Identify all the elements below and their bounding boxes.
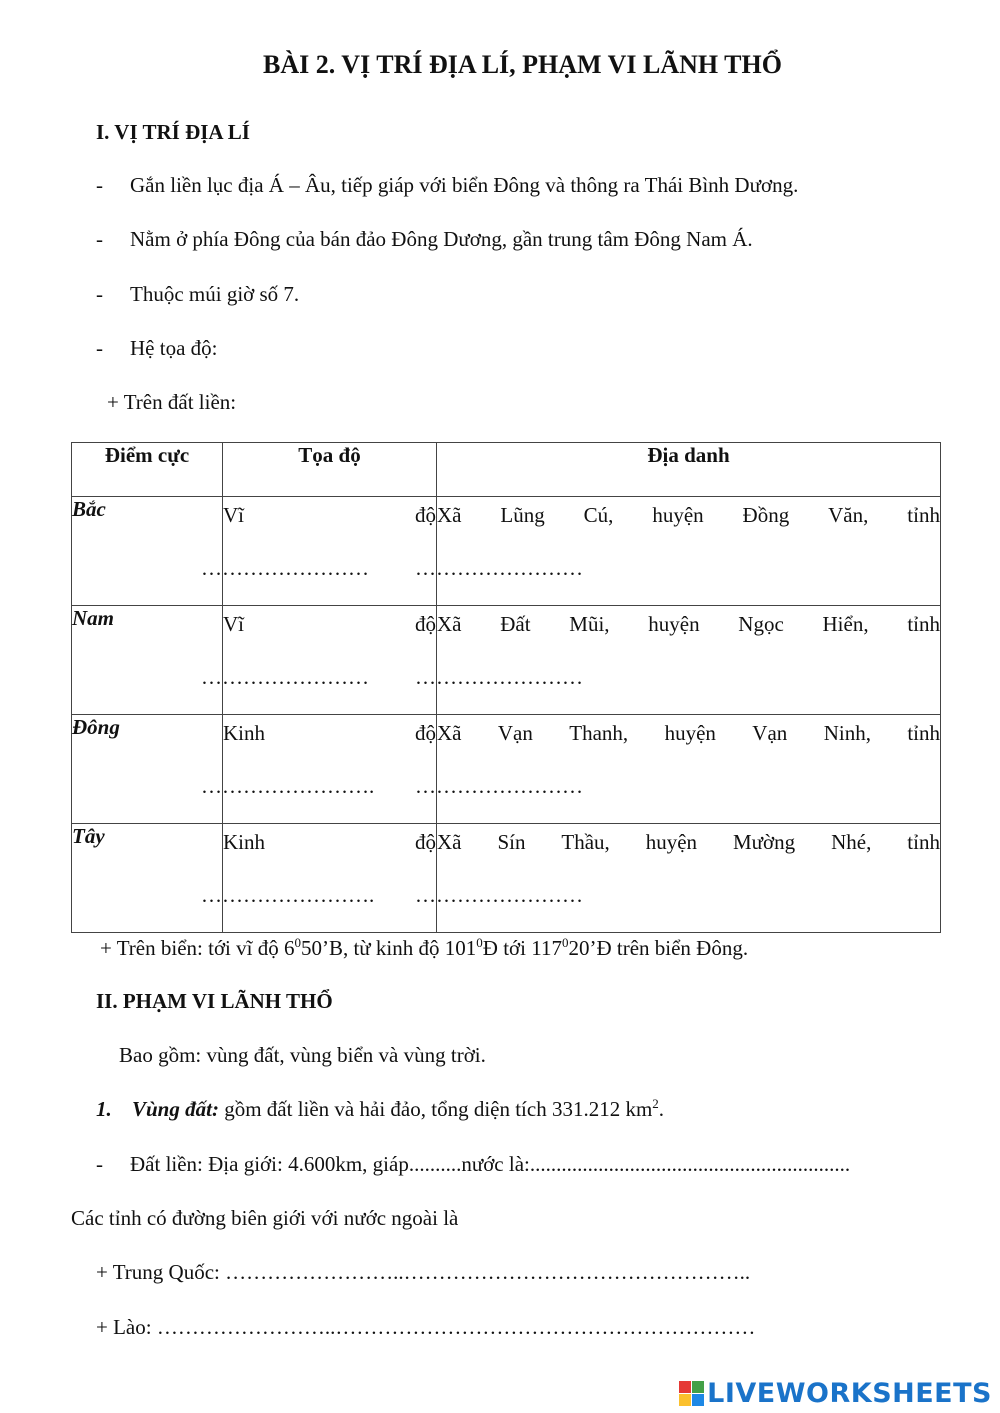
- bullet-4: [96, 338, 217, 359]
- logo-square-yellow: [679, 1394, 691, 1406]
- place-words: [437, 497, 940, 528]
- table-row: [72, 497, 941, 606]
- china-line[interactable]: + Trung Quốc: ……………………..…………………………………………..: [96, 1260, 751, 1284]
- coord-word: độ: [415, 830, 436, 854]
- table-row: [72, 606, 941, 715]
- degree-sup: 0: [561, 935, 569, 950]
- coord-word: Kinh: [223, 830, 265, 854]
- logo-square-blue: [692, 1394, 704, 1406]
- logo-square-red: [679, 1381, 691, 1393]
- place-word: Ngọc: [738, 612, 784, 636]
- dash-marker: -: [96, 336, 103, 360]
- logo-square-green: [692, 1381, 704, 1393]
- sea-text: + Trên biển: tới vĩ độ 6: [100, 936, 295, 960]
- coord-cell[interactable]: [201, 715, 437, 824]
- place-word: tỉnh: [907, 721, 940, 745]
- page-title: BÀI 2. VỊ TRÍ ĐỊA LÍ, PHẠM VI LÃNH THỔ: [263, 50, 782, 79]
- section2-heading: II. PHẠM VI LÃNH THỔ: [96, 989, 333, 1013]
- bullet-text: Thuộc múi giờ số 7.: [130, 282, 300, 306]
- border-text[interactable]: Đất liền: Địa giới: 4.600km, giáp..........nước là:.............................................................: [130, 1152, 851, 1176]
- coord-cell[interactable]: [201, 606, 437, 715]
- place-word: Vạn: [752, 721, 788, 745]
- header-pole: Điểm cực: [72, 443, 223, 497]
- place-word: Vạn: [497, 721, 533, 745]
- provinces-intro: Các tỉnh có đường biên giới với nước ngoài là: [71, 1206, 459, 1230]
- coord-word: Vĩ: [223, 503, 244, 527]
- answer-blank[interactable]: ……………………: [415, 556, 583, 580]
- sea-text: 20’Đ trên biển Đông.: [568, 936, 749, 960]
- table-header-row: [72, 443, 941, 497]
- place-word: Thanh,: [569, 721, 629, 745]
- dash-marker: -: [96, 173, 103, 197]
- place-word: Xã: [437, 721, 462, 745]
- bullet-1: [96, 175, 798, 196]
- degree-sup: 0: [294, 935, 301, 950]
- place-word: Mũi,: [569, 612, 610, 636]
- header-coord: Tọa độ: [223, 443, 437, 497]
- place-word: Văn,: [828, 503, 869, 527]
- bullet-text: Nằm ở phía Đông của bán đảo Đông Dương, gần trung tâm Đông Nam Á.: [130, 227, 753, 251]
- place-word: tỉnh: [907, 830, 940, 854]
- place-word: huyện: [645, 830, 698, 854]
- place-word: Thầu,: [561, 830, 610, 854]
- answer-blank[interactable]: …………………….: [201, 774, 375, 798]
- dash-marker: -: [96, 1152, 103, 1176]
- place-word: tỉnh: [907, 503, 940, 527]
- place-word: huyện: [664, 721, 716, 745]
- item-number: 1.: [96, 1097, 112, 1121]
- bullet-3: [96, 284, 299, 305]
- item-text: gồm đất liền và hải đảo, tổng diện tích 331.212 km: [218, 1097, 653, 1121]
- coord-word: độ: [415, 503, 436, 527]
- sea-coordinates-line: [100, 935, 749, 960]
- coord-word: độ: [415, 612, 436, 636]
- coord-cell[interactable]: [201, 497, 437, 606]
- place-word: Hiển,: [822, 612, 869, 636]
- bullet-text: Gắn liền lục địa Á – Âu, tiếp giáp với biển Đông và thông ra Thái Bình Dương.: [130, 173, 799, 197]
- coord-word: độ: [415, 721, 436, 745]
- logo-mark-icon: [679, 1381, 704, 1406]
- land-area-item: [96, 1096, 665, 1121]
- coord-word: Kinh: [223, 721, 265, 745]
- place-word: Cú,: [583, 503, 614, 527]
- place-word: huyện: [648, 612, 700, 636]
- answer-blank[interactable]: ……………………: [201, 556, 369, 580]
- dash-marker: -: [96, 282, 103, 306]
- place-words: [437, 606, 940, 637]
- mainland-label: + Trên đất liền:: [107, 390, 237, 414]
- place-word: Xã: [437, 503, 462, 527]
- place-word: tỉnh: [907, 612, 940, 636]
- sea-text: 50’B, từ kinh độ 101: [300, 936, 477, 960]
- border-line[interactable]: [96, 1154, 850, 1175]
- place-word: huyện: [652, 503, 704, 527]
- place-word: Đồng: [742, 503, 790, 527]
- coord-cell[interactable]: [201, 824, 437, 933]
- liveworksheets-logo: [679, 1380, 992, 1407]
- bullet-2: [96, 229, 753, 250]
- place-word: Sín: [497, 830, 526, 854]
- place-word: Đất: [500, 612, 531, 636]
- bullet-text: Hệ tọa độ:: [130, 336, 218, 360]
- header-place: Địa danh: [437, 443, 941, 497]
- place-word: Mường: [733, 830, 796, 854]
- pole-name: Bắc: [72, 497, 223, 606]
- scope-intro: Bao gồm: vùng đất, vùng biển và vùng trời.: [119, 1043, 486, 1067]
- place-word: Xã: [437, 612, 462, 636]
- coord-word: Vĩ: [223, 612, 244, 636]
- place-word: Nhé,: [831, 830, 872, 854]
- place-word: Lũng: [500, 503, 545, 527]
- coordinates-table: [71, 442, 941, 933]
- pole-name: Tây: [72, 824, 223, 933]
- answer-blank[interactable]: ……………………: [415, 665, 583, 689]
- section1-heading: I. VỊ TRÍ ĐỊA LÍ: [96, 120, 250, 144]
- place-words: [437, 824, 940, 855]
- item-end: .: [658, 1097, 665, 1121]
- answer-blank[interactable]: …………………….: [201, 883, 375, 907]
- table-row: [72, 715, 941, 824]
- answer-blank[interactable]: ……………………: [415, 774, 583, 798]
- answer-blank[interactable]: ……………………: [415, 883, 583, 907]
- dash-marker: -: [96, 227, 103, 251]
- pole-name: Đông: [72, 715, 223, 824]
- place-words: [437, 715, 940, 746]
- pole-name: Nam: [72, 606, 223, 715]
- logo-text: LIVEWORKSHEETS: [707, 1378, 992, 1409]
- place-word: Xã: [437, 830, 462, 854]
- answer-blank[interactable]: ……………………: [201, 665, 369, 689]
- place-word: Ninh,: [823, 721, 871, 745]
- degree-sup: 0: [476, 935, 483, 950]
- laos-line[interactable]: + Lào: ……………………..……………………………………………………: [96, 1315, 756, 1339]
- table-row: [72, 824, 941, 933]
- superscript: 2: [652, 1096, 659, 1111]
- item-label: Vùng đất:: [132, 1097, 219, 1121]
- sea-text: Đ tới 117: [482, 936, 562, 960]
